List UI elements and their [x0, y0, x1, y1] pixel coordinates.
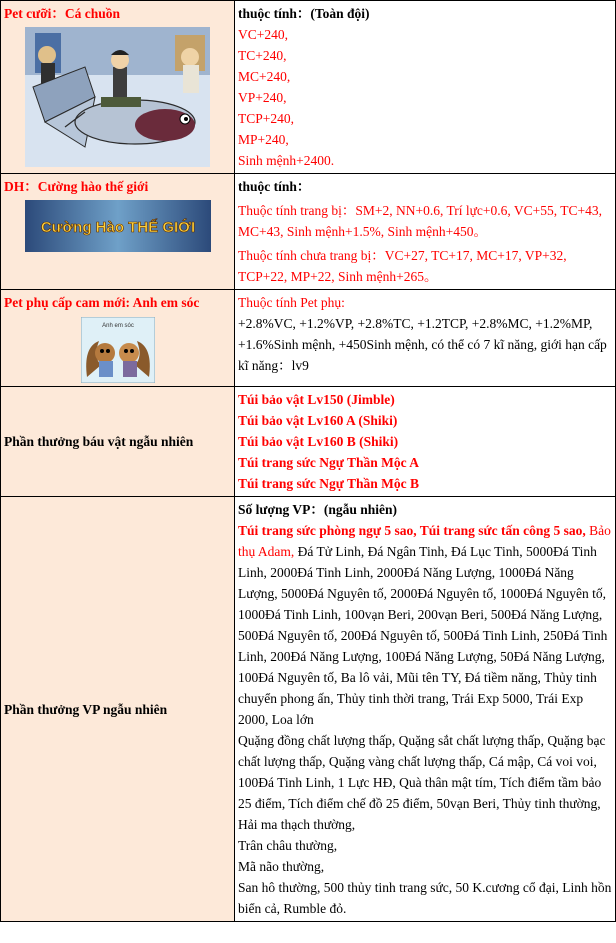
vp-heading: Số lượng VP：(ngẫu nhiên) — [238, 502, 397, 517]
treasure-item: Túi trang sức Ngự Thần Mộc A — [238, 455, 419, 470]
vp-main-paragraph — [238, 520, 612, 730]
stat-line: Sinh mệnh+2400. — [238, 153, 335, 168]
stat-line: VC+240, — [238, 27, 288, 42]
stat-line: MP+240, — [238, 132, 289, 147]
treasure-item: Túi bảo vật Lv150 (Jimble) — [238, 392, 395, 407]
sub-pet-title: Pet phụ cấp cam mới: Anh em sóc — [4, 295, 200, 310]
vp-tail-line: Trân châu thường, — [238, 838, 338, 853]
vp-tail-line: Hải ma thạch thường, — [238, 817, 356, 832]
table-row — [1, 1, 616, 174]
vp-item-list: Đá Tử Linh, Đá Ngân Tinh, Đá Lục Tinh, 5000Đá Tinh Linh, 2000Đá Tinh Linh, 2000Đá Năng Lượng, 1000Đá Năng Lượng, 5000Đá Nguyên tố, 2000Đá Nguyên tố, 1000Đá Nguyên tố, 1000Đá Tinh Linh, 100vạn Beri, 200vạn Beri, 500Đá Năng Lượng, 500Đá Nguyên tố, 200Đá Nguyên tố, 500Đá Tinh Linh, 250Đá Tinh Linh, 200Đá Năng Lượng, 100Đá Năng Lượng, 50Đá Năng Lượng, 100Đá Nguyên tố, Ba lô vải, Mũi tên TY, Đá tiềm năng, Thủy tinh chuyển phong ấn, Thủy tinh thời trang, Trái Exp 5000, Trái Exp 2000, Loa lớn — [238, 544, 608, 727]
title-stats-cell — [235, 174, 616, 290]
treasure-item: Túi bảo vật Lv160 B (Shiki) — [238, 434, 399, 449]
vp-tail-line: San hô thường, 500 thủy tinh trang sức, 50 K.cương cổ đại, Linh hồn biển cả, Rumble đỏ. — [238, 880, 612, 916]
title-heading: thuộc tính： — [238, 179, 311, 194]
vp-highlight-plain: Bảo thụ Adam, — [238, 523, 611, 559]
squirrel-brothers-image — [81, 317, 155, 383]
equipped-stats: Thuộc tính trang bị：SM+2, NN+0.6, Trí lực+0.6, VC+55, TC+43, MC+43, Sinh mệnh+1.5%, Sinh mệnh+450。 — [238, 203, 603, 239]
pet-mount-title: Pet cưỡi：Cá chuồn — [4, 6, 121, 21]
vp-ore-paragraph: Quặng đồng chất lượng thấp, Quặng sắt chất lượng thấp, Quặng bạc chất lượng thấp, Quặng vàng chất lượng thấp, Cá mập, Cá voi voi, 100Đá Tinh Linh, 1 Lực HĐ, Quà thân mật tím, Tích điểm tầm bảo 25 điểm, Tích điểm chế đồ 25 điểm, 50vạn Beri, Thủy tinh thường, — [238, 733, 606, 811]
treasure-reward-title: Phần thưởng báu vật ngẫu nhiên — [4, 434, 194, 449]
vp-reward-title: Phần thưởng VP ngẫu nhiên — [4, 701, 168, 717]
squirrel-card-label: Anh em sóc — [101, 323, 134, 329]
treasure-reward-cell — [1, 387, 235, 497]
title-cell — [1, 174, 235, 290]
table-row — [1, 290, 616, 387]
stat-line: TC+240, — [238, 48, 287, 63]
stat-line: MC+240, — [238, 69, 291, 84]
title-label: DH：Cường hào thế giới — [4, 179, 149, 194]
sub-pet-cell — [1, 290, 235, 387]
pet-mount-cell — [1, 1, 235, 174]
title-banner-text: Cường Hào THẾ GIỚI — [40, 219, 195, 236]
vp-highlight-bold: Túi trang sức phòng ngự 5 sao, Túi trang sức tấn công 5 sao, — [238, 523, 586, 538]
pet-mount-heading: thuộc tính：(Toàn đội) — [238, 6, 370, 21]
treasure-item: Túi bảo vật Lv160 A (Shiki) — [238, 413, 398, 428]
sub-pet-heading: Thuộc tính Pet phụ: — [238, 295, 345, 310]
stat-line: TCP+240, — [238, 111, 294, 126]
table-row — [1, 174, 616, 290]
vp-items-cell — [235, 497, 616, 922]
treasure-item: Túi trang sức Ngự Thần Mộc B — [238, 476, 419, 491]
vp-tail-line: Mã não thường, — [238, 859, 325, 874]
sub-pet-body: +2.8%VC, +1.2%VP, +2.8%TC, +1.2TCP, +2.8%MC, +1.2%MP, +1.6%Sinh mệnh, +450Sinh mệnh, có thể có 7 kĩ năng, giới hạn cấp kĩ năng：lv9 — [238, 316, 607, 373]
stat-line: VP+240, — [238, 90, 287, 105]
pet-mount-stats-cell — [235, 1, 616, 174]
flying-fish-mount-image — [25, 27, 210, 167]
unequipped-stats: Thuộc tính chưa trang bị：VC+27, TC+17, MC+17, VP+32, TCP+22, MP+22, Sinh mệnh+265。 — [238, 248, 567, 284]
treasure-items-cell — [235, 387, 616, 497]
vp-reward-cell — [1, 497, 235, 922]
table-row — [1, 497, 616, 922]
sub-pet-stats-cell — [235, 290, 616, 387]
title-banner-image — [25, 200, 211, 252]
table-row — [1, 387, 616, 497]
